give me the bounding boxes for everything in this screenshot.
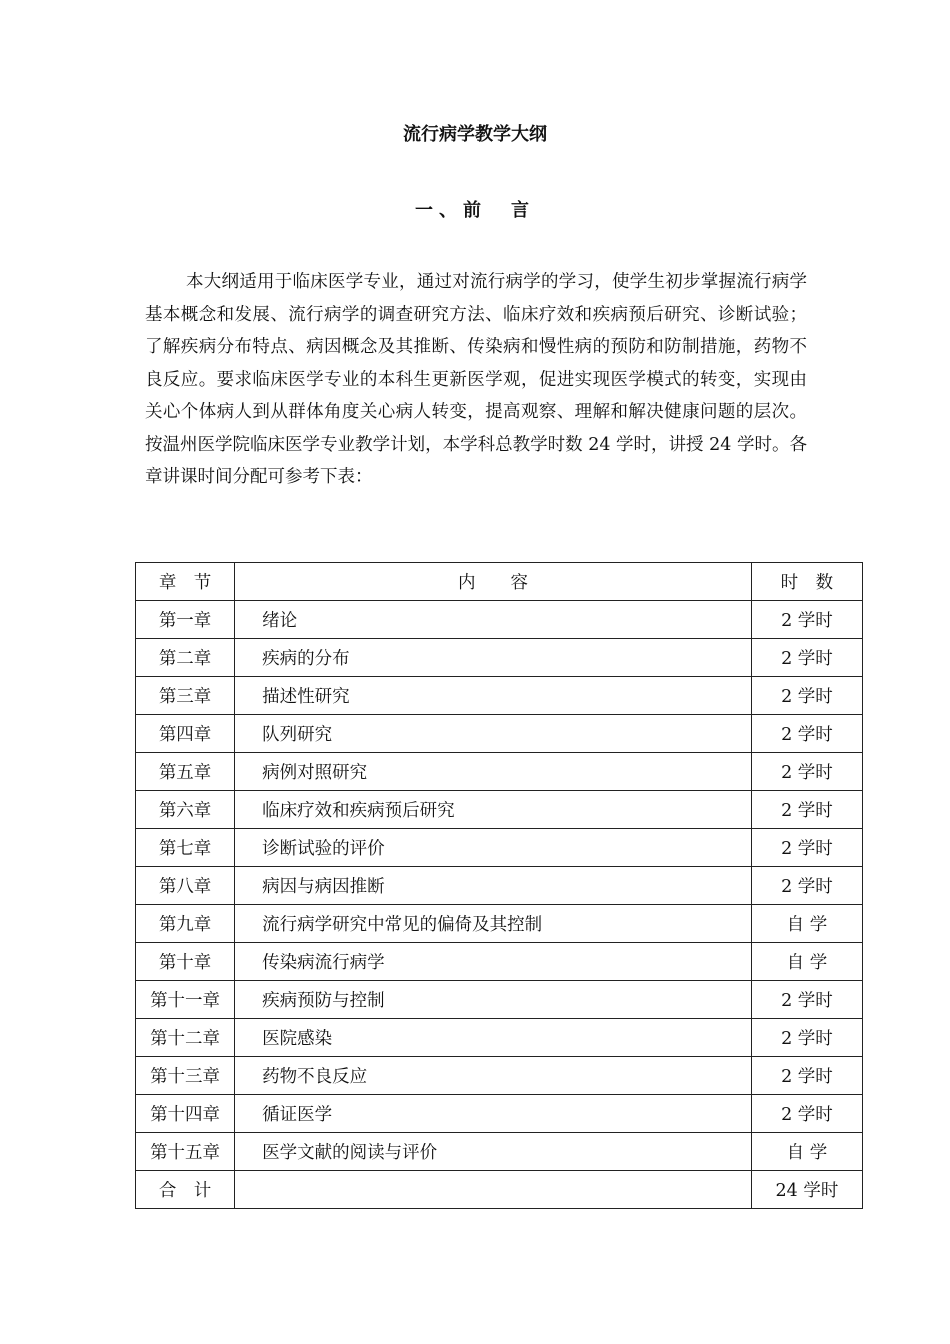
table-row (136, 1095, 863, 1133)
row-hours: 2 学时 (751, 1057, 862, 1095)
row-content: 疾病的分布 (235, 639, 752, 677)
document-title: 流行病学教学大纲 (403, 124, 547, 145)
table-row (136, 791, 863, 829)
row-content: 流行病学研究中常见的偏倚及其控制 (235, 905, 752, 943)
table-row (136, 943, 863, 981)
intro-paragraph: 本大纲适用于临床医学专业，通过对流行病学的学习，使学生初步掌握流行病学基本概念和发展、流行病学的调查研究方法、临床疗效和疾病预后研究、诊断试验；了解疾病分布特点、病因概念及其推断、传染病和慢性病的预防和防制措施，药物不良反应。要求临床医学专业的本科生更新医学观，促进实现医学模式的转变，实现由关心个体病人到从群体角度关心病人转变，提高观察、理解和解决健康问题的层次。按温州医学院临床医学专业教学计划，本学科总教学时数 24 学时，讲授 24 学时。各章讲课时间分配可参考下表： (145, 272, 807, 487)
row-hours: 2 学时 (751, 753, 862, 791)
row-chapter: 第五章 (136, 753, 235, 791)
row-chapter: 第十章 (136, 943, 235, 981)
row-hours: 2 学时 (751, 1095, 862, 1133)
row-content: 循证医学 (235, 1095, 752, 1133)
row-chapter: 第二章 (136, 639, 235, 677)
row-content: 队列研究 (235, 715, 752, 753)
table-row (136, 677, 863, 715)
header-hours: 时 数 (751, 563, 862, 601)
row-content: 医院感染 (235, 1019, 752, 1057)
row-hours: 2 学时 (751, 1019, 862, 1057)
section-heading-preface: 一、前 言 (415, 200, 535, 221)
row-hours: 2 学时 (751, 601, 862, 639)
total-label: 合 计 (136, 1171, 235, 1209)
row-content: 药物不良反应 (235, 1057, 752, 1095)
table-row (136, 905, 863, 943)
row-chapter: 第三章 (136, 677, 235, 715)
row-chapter: 第八章 (136, 867, 235, 905)
row-chapter: 第十五章 (136, 1133, 235, 1171)
row-content: 病例对照研究 (235, 753, 752, 791)
row-hours: 2 学时 (751, 791, 862, 829)
row-chapter: 第十二章 (136, 1019, 235, 1057)
table-total-row (136, 1171, 863, 1209)
row-chapter: 第十一章 (136, 981, 235, 1019)
row-hours: 自 学 (751, 905, 862, 943)
table-header-row (136, 563, 863, 601)
row-hours: 2 学时 (751, 715, 862, 753)
table-body (136, 601, 863, 1209)
row-chapter: 第六章 (136, 791, 235, 829)
row-chapter: 第七章 (136, 829, 235, 867)
row-chapter: 第四章 (136, 715, 235, 753)
table-row (136, 1133, 863, 1171)
row-content: 诊断试验的评价 (235, 829, 752, 867)
header-content: 内 容 (235, 563, 752, 601)
total-hours: 24 学时 (751, 1171, 862, 1209)
row-content: 传染病流行病学 (235, 943, 752, 981)
chapter-hours-table (135, 562, 863, 1209)
row-chapter: 第一章 (136, 601, 235, 639)
row-chapter: 第十三章 (136, 1057, 235, 1095)
row-content: 医学文献的阅读与评价 (235, 1133, 752, 1171)
table-row (136, 1019, 863, 1057)
table-row (136, 601, 863, 639)
row-content: 疾病预防与控制 (235, 981, 752, 1019)
table-row (136, 829, 863, 867)
header-chapter: 章 节 (136, 563, 235, 601)
table-row (136, 715, 863, 753)
row-content: 绪论 (235, 601, 752, 639)
table-row (136, 981, 863, 1019)
row-hours: 2 学时 (751, 677, 862, 715)
row-content: 临床疗效和疾病预后研究 (235, 791, 752, 829)
row-hours: 2 学时 (751, 829, 862, 867)
table-row (136, 639, 863, 677)
table-row (136, 1057, 863, 1095)
row-hours: 自 学 (751, 1133, 862, 1171)
table-row (136, 867, 863, 905)
row-chapter: 第九章 (136, 905, 235, 943)
table-row (136, 753, 863, 791)
row-content: 病因与病因推断 (235, 867, 752, 905)
row-hours: 2 学时 (751, 981, 862, 1019)
row-hours: 自 学 (751, 943, 862, 981)
row-chapter: 第十四章 (136, 1095, 235, 1133)
total-content (235, 1171, 752, 1209)
row-hours: 2 学时 (751, 867, 862, 905)
row-hours: 2 学时 (751, 639, 862, 677)
row-content: 描述性研究 (235, 677, 752, 715)
